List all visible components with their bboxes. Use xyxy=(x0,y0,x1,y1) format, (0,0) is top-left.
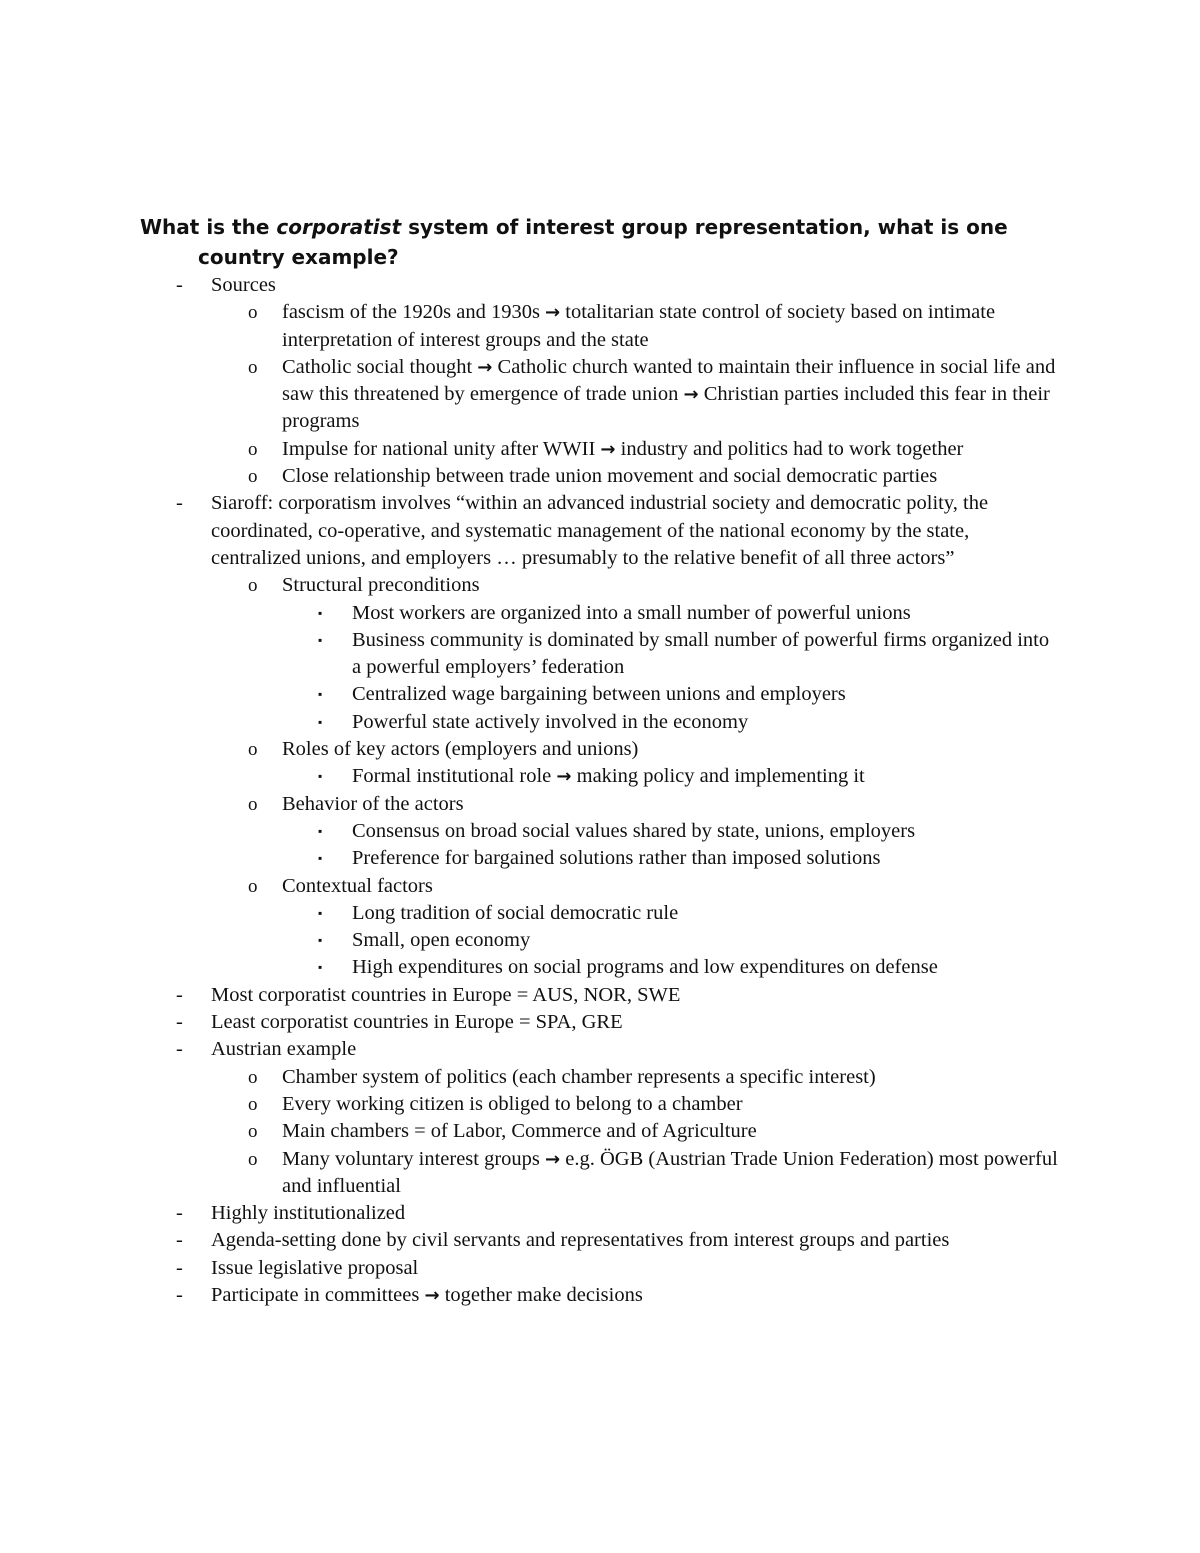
dash-bullet: - xyxy=(176,1283,183,1306)
list-item: ▪ Business community is dominated by small number of powerful firms organized into a powerful employers’ federation xyxy=(318,628,1050,679)
list-item: o Main chambers = of Labor, Commerce and of Agriculture xyxy=(140,1118,1060,1145)
list-item: o Contextual factors xyxy=(140,873,1060,900)
circle-bullet: o xyxy=(248,1093,258,1115)
list-item: - Sources xyxy=(140,272,1060,299)
square-bullet: ▪ xyxy=(318,905,323,920)
circle-bullet: o xyxy=(248,1148,258,1170)
square-bullet: ▪ xyxy=(318,933,323,948)
circle-bullet: o xyxy=(248,739,258,761)
heading-text-start: What is the xyxy=(140,215,277,239)
list-item: ▪ Small, open economy xyxy=(140,927,1060,954)
square-bullet: ▪ xyxy=(318,714,323,729)
circle-bullet: o xyxy=(248,875,258,897)
list-item: o Chamber system of politics (each chamber represents a specific interest) xyxy=(140,1064,1060,1091)
list-item: ▪ Powerful state actively involved in the economy xyxy=(140,709,1060,736)
circle-bullet: o xyxy=(248,356,258,378)
list-item: - Highly institutionalized xyxy=(140,1200,1060,1227)
list-item: - Least corporatist countries in Europe = SPA, GRE xyxy=(140,1009,1060,1036)
circle-bullet: o xyxy=(248,438,258,460)
arrow-icon: → xyxy=(683,384,699,406)
list-item: o fascism of the 1920s and 1930s → totalitarian state control of society based on intimate interpretation of interest groups and the state xyxy=(248,301,996,351)
heading-emphasis: corporatist xyxy=(276,215,402,239)
document-body xyxy=(140,212,1060,1309)
list-item: - Most corporatist countries in Europe = AUS, NOR, SWE xyxy=(140,982,1060,1009)
dash-bullet: - xyxy=(176,1202,183,1225)
list-item: ▪ Formal institutional role → making policy and implementing it xyxy=(140,763,1060,790)
dash-bullet: - xyxy=(176,492,183,515)
arrow-icon: → xyxy=(600,438,616,460)
list-item: - Issue legislative proposal xyxy=(140,1255,1060,1282)
dash-bullet: - xyxy=(176,1256,183,1279)
list-item: o Impulse for national unity after WWII → industry and politics had to work together xyxy=(140,436,1060,463)
circle-bullet: o xyxy=(248,1066,258,1088)
list-item: o Close relationship between trade union movement and social democratic parties xyxy=(140,463,1060,490)
square-bullet: ▪ xyxy=(318,960,323,975)
list-item: ▪ Preference for bargained solutions rather than imposed solutions xyxy=(140,845,1060,872)
list-item: ▪ Centralized wage bargaining between unions and employers xyxy=(140,681,1060,708)
dash-bullet: - xyxy=(176,1229,183,1252)
arrow-icon: → xyxy=(545,302,561,324)
square-bullet: ▪ xyxy=(318,823,323,838)
circle-bullet: o xyxy=(248,1121,258,1143)
arrow-icon: → xyxy=(556,766,572,788)
square-bullet: ▪ xyxy=(318,632,323,647)
arrow-icon: → xyxy=(545,1148,561,1170)
arrow-icon: → xyxy=(424,1284,440,1306)
list-item: o Behavior of the actors xyxy=(140,791,1060,818)
list-item: o Every working citizen is obliged to belong to a chamber xyxy=(140,1091,1060,1118)
list-item: - Siaroff: corporatism involves “within an advanced industrial society and democratic polity, the coordinated, co-operative, and systematic management of the national economy by the state, centralized unions, and employers … presumably to the relative benefit of all three actors” xyxy=(176,492,989,569)
circle-bullet: o xyxy=(248,575,258,597)
list-item: - Agenda-setting done by civil servants and representatives from interest groups and parties xyxy=(140,1227,1060,1254)
circle-bullet: o xyxy=(248,466,258,488)
list-item: o Roles of key actors (employers and unions) xyxy=(140,736,1060,763)
dash-bullet: - xyxy=(176,1011,183,1034)
heading-text-end: system of interest group representation, what is one country example? xyxy=(198,215,1008,269)
list-item: - Austrian example xyxy=(140,1036,1060,1063)
arrow-icon: → xyxy=(477,356,493,378)
circle-bullet: o xyxy=(248,793,258,815)
list-item: ▪ Long tradition of social democratic rule xyxy=(140,900,1060,927)
list-item: o Structural preconditions xyxy=(140,572,1060,599)
square-bullet: ▪ xyxy=(318,605,323,620)
list-item: o Catholic social thought → Catholic church wanted to maintain their influence in social life and saw this threatened by emergence of trade union → Christian parties included this fear in their programs xyxy=(248,355,1056,433)
square-bullet: ▪ xyxy=(318,769,323,784)
dash-bullet: - xyxy=(176,274,183,296)
dash-bullet: - xyxy=(176,1038,183,1061)
list-item: ▪ High expenditures on social programs and low expenditures on defense xyxy=(140,954,1060,981)
list-item: ▪ Consensus on broad social values shared by state, unions, employers xyxy=(140,818,1060,845)
circle-bullet: o xyxy=(248,302,258,324)
list-item: - Participate in committees → together make decisions xyxy=(140,1282,1060,1309)
square-bullet: ▪ xyxy=(318,851,323,866)
dash-bullet: - xyxy=(176,983,183,1006)
square-bullet: ▪ xyxy=(318,687,323,702)
list-item: o Many voluntary interest groups → e.g. ÖGB (Austrian Trade Union Federation) most powerful and influential xyxy=(248,1147,1058,1197)
list-item: ▪ Most workers are organized into a small number of powerful unions xyxy=(140,600,1060,627)
question-heading xyxy=(140,212,1060,272)
